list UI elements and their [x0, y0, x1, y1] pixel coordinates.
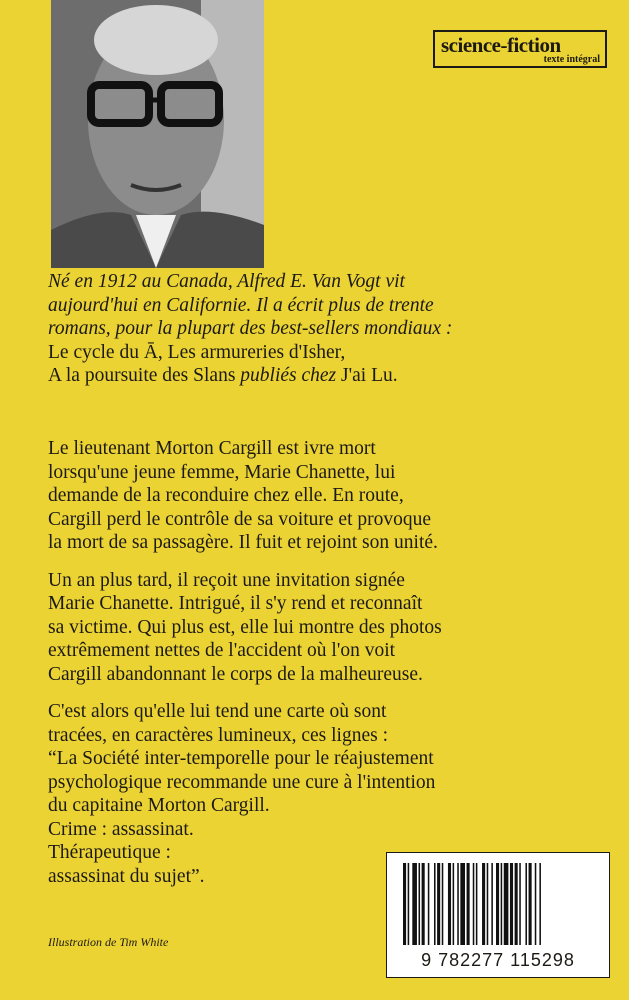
bio-line: [48, 364, 608, 388]
author-photo: [51, 0, 264, 268]
bio-line: Le cycle du Ā, Les armureries d'Isher,: [48, 341, 346, 363]
synopsis: [48, 437, 608, 902]
barcode-bar: [460, 863, 465, 945]
barcode-digits: 9 782277 115298: [421, 950, 575, 970]
synopsis-line: Le lieutenant Morton Cargill est ivre mort: [48, 438, 376, 459]
barcode-bar: [525, 863, 527, 945]
bio-publisher-text: publiés chez: [240, 365, 337, 386]
barcode-bar: [437, 863, 440, 945]
barcode-bar: [496, 863, 499, 945]
barcode-bar: [448, 863, 451, 945]
barcode-bar: [515, 863, 518, 945]
barcode-bar: [482, 863, 485, 945]
barcode: [386, 852, 610, 978]
synopsis-line: assassinat du sujet”.: [48, 865, 205, 887]
synopsis-line: tracées, en caractères lumineux, ces lignes :: [48, 724, 389, 746]
badge-subtitle: texte intégral: [543, 54, 600, 65]
barcode-bar: [434, 863, 436, 945]
barcode-bar: [419, 863, 421, 945]
synopsis-line: psychologique recommande une cure à l'intention: [48, 771, 436, 793]
synopsis-line: extrêmement nettes de l'accident où l'on voit: [48, 640, 396, 661]
author-bio: [48, 270, 608, 388]
synopsis-line: Crime : assassinat.: [48, 818, 194, 840]
collection-badge: [433, 30, 607, 68]
barcode-bar: [491, 863, 493, 945]
synopsis-line: Un an plus tard, il reçoit une invitation signée: [48, 569, 405, 591]
barcode-bar: [457, 863, 459, 945]
barcode-bar: [519, 863, 521, 945]
barcode-bar: [442, 863, 444, 945]
barcode-bar: [467, 863, 470, 945]
bio-publisher-name: J'ai Lu.: [336, 365, 398, 386]
bio-line: aujourd'hui en Californie. Il a écrit plus de trente: [48, 294, 434, 316]
barcode-bar: [476, 863, 478, 945]
synopsis-line: sa victime. Qui plus est, elle lui montre des photos: [48, 616, 442, 638]
synopsis-paragraph-1: [48, 437, 608, 555]
barcode-bar: [539, 863, 541, 945]
synopsis-line: Cargill perd le contrôle de sa voiture et provoque: [48, 508, 432, 530]
synopsis-line: lorsqu'une jeune femme, Marie Chanette, lui: [48, 461, 396, 483]
bio-line: Né en 1912 au Canada, Alfred E. Van Vogt vit: [48, 271, 405, 292]
synopsis-line: du capitaine Morton Cargill.: [48, 795, 270, 816]
barcode-bar: [473, 863, 475, 945]
synopsis-line: C'est alors qu'elle lui tend une carte où sont: [48, 701, 387, 722]
synopsis-line: “La Société inter-temporelle pour le réajustement: [48, 748, 434, 769]
barcode-bar: [403, 863, 406, 945]
synopsis-line: demande de la reconduire chez elle. En route,: [48, 485, 404, 506]
barcode-bar: [428, 863, 430, 945]
synopsis-line: Cargill abandonnant le corps de la malheureuse.: [48, 663, 423, 685]
badge-title: science-fiction: [441, 33, 561, 57]
barcode-bar: [504, 863, 509, 945]
barcode-bars: [401, 863, 597, 945]
barcode-bar: [535, 863, 537, 945]
synopsis-paragraph-2: [48, 569, 608, 687]
bio-title-text: A la poursuite des Slans: [48, 365, 241, 386]
synopsis-line: Thérapeutique :: [48, 842, 171, 863]
illustration-credit: Illustration de Tim White: [48, 935, 169, 949]
barcode-bar: [501, 863, 503, 945]
barcode-bar: [408, 863, 410, 945]
barcode-bar: [453, 863, 455, 945]
synopsis-line: la mort de sa passagère. Il fuit et rejoint son unité.: [48, 532, 438, 553]
synopsis-line: Marie Chanette. Intrigué, il s'y rend et reconnaît: [48, 593, 423, 614]
barcode-bar: [510, 863, 513, 945]
barcode-bar: [412, 863, 417, 945]
barcode-bar: [529, 863, 532, 945]
barcode-bar: [422, 863, 425, 945]
bio-line: romans, pour la plupart des best-sellers mondiaux :: [48, 318, 453, 339]
barcode-bar: [487, 863, 489, 945]
